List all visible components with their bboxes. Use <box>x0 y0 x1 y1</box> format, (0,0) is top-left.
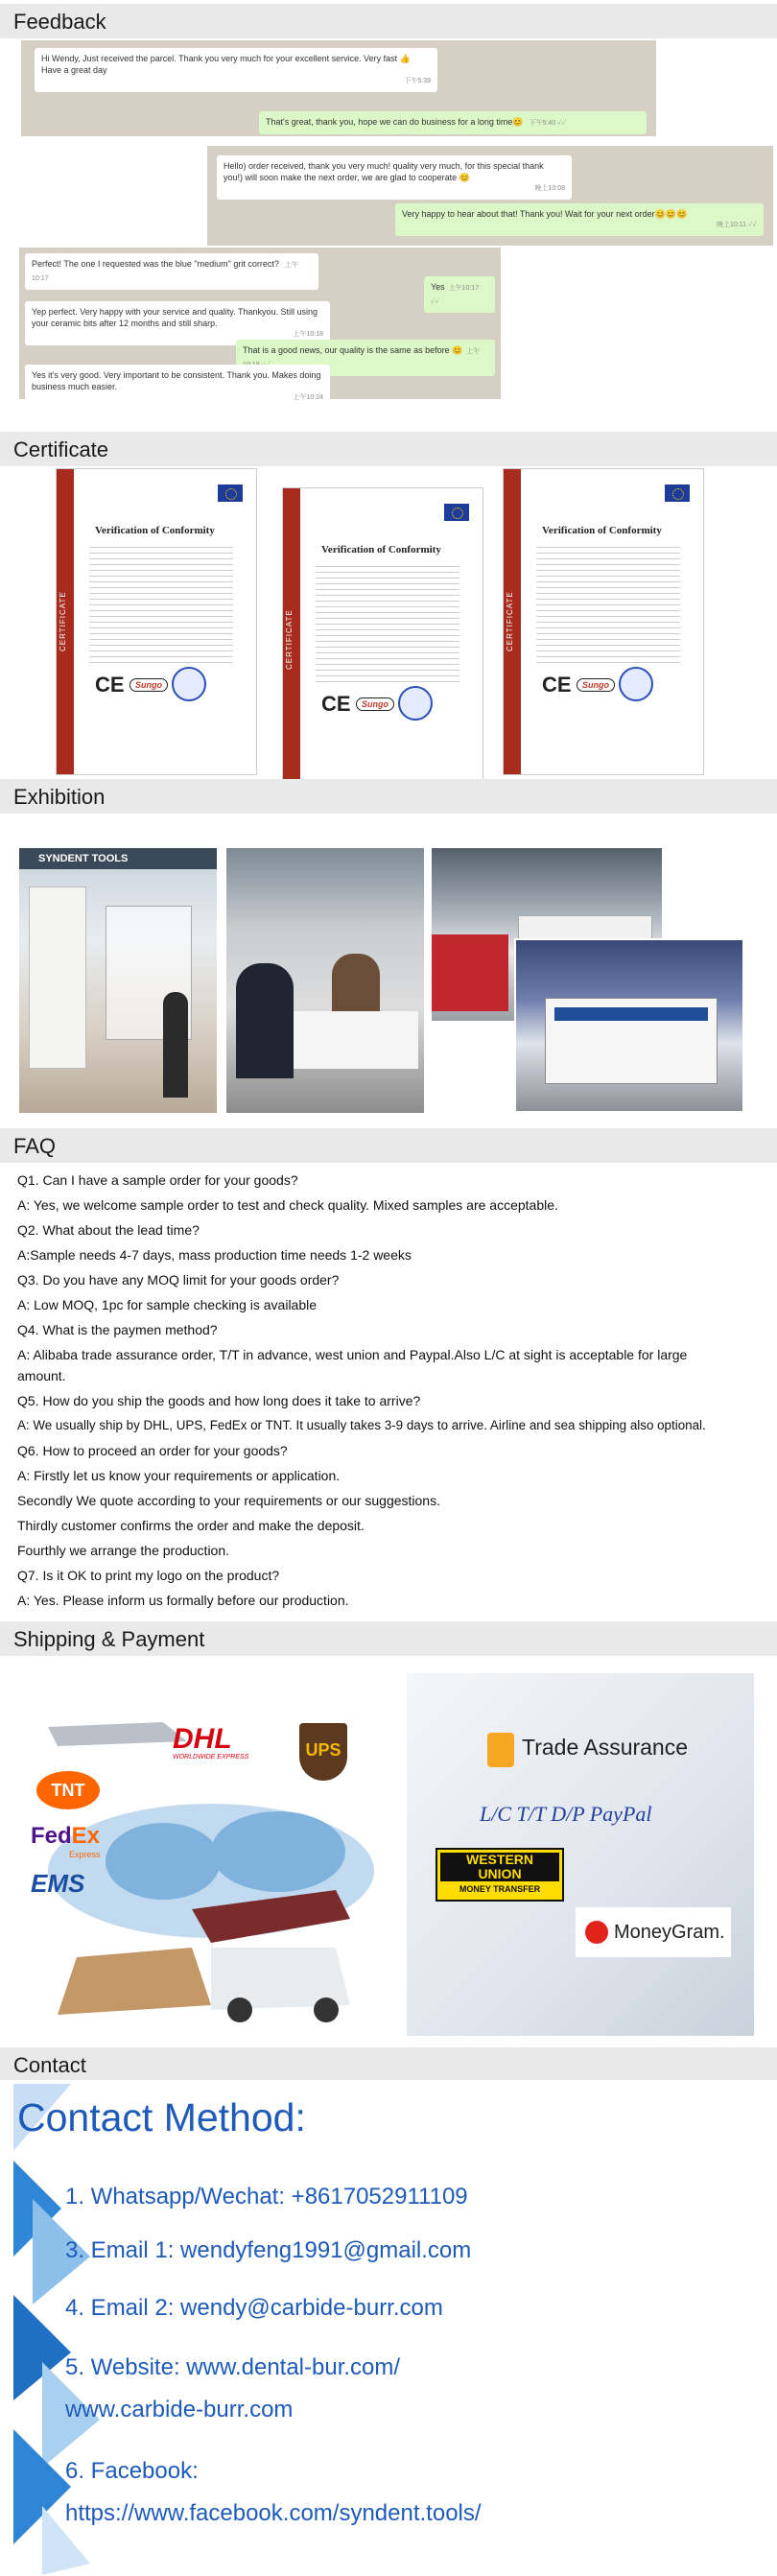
ems-logo: EMS <box>31 1869 85 1898</box>
ce-mark: CE <box>542 673 572 697</box>
ce-mark: CE <box>321 692 351 716</box>
chat-screenshot-2 <box>207 146 773 246</box>
faq-line: Q1. Can I have a sample order for your goods? <box>17 1172 298 1188</box>
wu-line1: WESTERN <box>466 1852 533 1867</box>
moneygram-icon <box>585 1921 608 1944</box>
eu-flag-icon <box>218 484 243 502</box>
message-time: 上午10:18 <box>293 331 323 338</box>
fedex-logo <box>31 1823 100 1850</box>
certificate-body-text <box>89 542 233 667</box>
exhibition-photo-stand <box>514 938 744 1113</box>
faq-line: A: Yes. Please inform us formally before our production. <box>17 1593 349 1608</box>
section-title: Exhibition <box>13 785 106 809</box>
moneygram-text: MoneyGram. <box>614 1922 725 1943</box>
fedex-fed-text: Fed <box>31 1823 72 1849</box>
message-time: 上午 <box>466 348 481 355</box>
eu-flag-icon <box>665 484 690 502</box>
band-text: CERTIFICATE <box>506 591 514 652</box>
section-header-shipping <box>0 1621 777 1656</box>
certificate-title: Verification of Conformity <box>95 525 215 536</box>
faq-line: amount. <box>17 1368 66 1383</box>
chat-bubble-incoming <box>25 253 318 290</box>
message-time: 晚上10:08 <box>534 185 565 192</box>
message-time: 下午5:39 <box>404 78 431 84</box>
chat-bubble-incoming <box>25 365 330 409</box>
certificate-title: Verification of Conformity <box>542 525 662 536</box>
sungo-logo: Sungo <box>356 697 394 711</box>
faq-line: Q4. What is the paymen method? <box>17 1322 218 1337</box>
faq-line: Q5. How do you ship the goods and how long does it take to arrive? <box>17 1393 421 1408</box>
ups-logo: UPS <box>299 1723 347 1781</box>
message-time: 晚上10:11 ✓✓ <box>717 222 757 228</box>
shipping-carriers-graphic <box>19 1669 399 2034</box>
message-text: Yep perfect. Very happy with your service and quality. Thankyou. Still using your ceramic bits after 12 months and still sharp. <box>32 307 318 328</box>
wu-line2: UNION <box>478 1866 522 1881</box>
chat-bubble-outgoing <box>395 203 764 236</box>
message-text: Hi Wendy, Just received the parcel. Thank you very much for your excellent service. Very fast 👍 Have a great day <box>41 54 411 75</box>
message-text: That is a good news, our quality is the same as before 😊 <box>243 345 463 355</box>
message-time: 上午10:24 <box>293 394 323 401</box>
band-text: CERTIFICATE <box>285 609 294 671</box>
payment-terms: L/C T/T D/P PayPal <box>480 1802 652 1826</box>
western-union-logo <box>436 1848 564 1902</box>
message-text: Yes it's very good. Very important to be consistent. Thank you. Makes doing business much easier. <box>32 370 321 391</box>
booth-sign-text: SYNDENT TOOLS <box>38 853 129 864</box>
chat-screenshot-3 <box>19 248 501 399</box>
certificate-title: Verification of Conformity <box>321 544 441 555</box>
section-title: Shipping & Payment <box>13 1627 205 1651</box>
contact-website-1[interactable]: 5. Website: www.dental-bur.com/ <box>65 2354 401 2380</box>
section-title: Contact <box>13 2053 86 2077</box>
moneygram-logo <box>576 1907 731 1957</box>
certificate-document <box>56 468 257 775</box>
section-header-certificate <box>0 432 777 466</box>
certificate-band <box>57 469 74 774</box>
faq-line: Q7. Is it OK to print my logo on the product? <box>17 1568 280 1583</box>
booth-sign <box>19 848 217 869</box>
certificate-band <box>283 488 300 792</box>
section-header-exhibition <box>0 779 777 814</box>
message-text: Hello) order received, thank you very much! quality very much, for this special thank you!) will soon make the next order, we are glad to cooperate 😊 <box>224 161 544 182</box>
contact-facebook-link[interactable]: https://www.facebook.com/syndent.tools/ <box>65 2500 482 2526</box>
contact-heading: Contact Method: <box>17 2095 306 2139</box>
message-text: That's great, thank you, hope we can do business for a long time😊 <box>266 117 524 127</box>
message-text: Yes <box>431 282 445 292</box>
certificate-document <box>282 487 483 792</box>
contact-facebook-label: 6. Facebook: <box>65 2458 199 2484</box>
ce-mark: CE <box>95 673 125 697</box>
section-header-faq <box>0 1128 777 1163</box>
seal-icon <box>619 667 653 701</box>
tnt-logo: TNT <box>36 1771 100 1809</box>
section-title: Feedback <box>13 10 106 34</box>
section-header-contact <box>0 2047 777 2080</box>
faq-line: A: Firstly let us know your requirements or application. <box>17 1468 341 1483</box>
fedex-sub: Express <box>69 1850 101 1859</box>
contact-whatsapp[interactable]: 1. Whatsapp/Wechat: +8617052911109 <box>65 2184 468 2210</box>
band-text: CERTIFICATE <box>59 591 67 652</box>
faq-line: Fourthly we arrange the production. <box>17 1543 230 1558</box>
chat-bubble-outgoing <box>259 111 647 134</box>
message-text: Very happy to hear about that! Thank you! Wait for your next order😊😊😊 <box>402 209 688 219</box>
message-time: 上午10:17 <box>32 262 298 282</box>
trade-assurance-label: Trade Assurance <box>522 1735 689 1760</box>
dhl-tagline: WORLDWIDE EXPRESS <box>173 1754 249 1761</box>
contact-website-2[interactable]: www.carbide-burr.com <box>65 2397 294 2422</box>
faq-line: Thirdly customer confirms the order and make the deposit. <box>17 1518 365 1533</box>
faq-line: Secondly We quote according to your requirements or our suggestions. <box>17 1493 440 1508</box>
exhibition-photo-meeting <box>226 848 424 1113</box>
chat-screenshot-1 <box>21 40 656 136</box>
faq-line: A: We usually ship by DHL, UPS, FedEx or TNT. It usually takes 3-9 days to arrive. Airline and sea shipping also optional. <box>17 1418 706 1432</box>
chat-bubble-outgoing <box>424 276 495 313</box>
section-title: Certificate <box>13 437 109 461</box>
faq-line: A:Sample needs 4-7 days, mass production time needs 1-2 weeks <box>17 1247 412 1263</box>
contact-email-2[interactable]: 4. Email 2: wendy@carbide-burr.com <box>65 2295 443 2321</box>
exhibition-photo-booth <box>19 848 217 1113</box>
payment-methods-graphic <box>407 1673 754 2036</box>
fedex-ex-text: Ex <box>71 1823 101 1849</box>
faq-line: A: Alibaba trade assurance order, T/T in advance, west union and Paypal.Also L/C at sight is acceptable for large <box>17 1347 688 1362</box>
message-time: 下午5:40 ✓✓ <box>529 120 567 127</box>
trade-assurance-icon <box>487 1733 514 1767</box>
chat-bubble-incoming <box>35 48 437 92</box>
certificate-body-text <box>316 561 459 686</box>
message-time: 上午10:17 ✓✓ <box>431 285 480 305</box>
chat-bubble-incoming <box>217 155 572 200</box>
sungo-logo: Sungo <box>130 678 168 692</box>
section-header-feedback <box>0 4 777 38</box>
faq-line: Q2. What about the lead time? <box>17 1222 200 1238</box>
sungo-logo: Sungo <box>577 678 615 692</box>
faq-line: Q3. Do you have any MOQ limit for your goods order? <box>17 1272 340 1288</box>
eu-flag-icon <box>444 504 469 521</box>
seal-icon <box>398 686 433 721</box>
contact-panel <box>13 2084 762 2575</box>
faq-line: A: Yes, we welcome sample order to test and check quality. Mixed samples are acceptable. <box>17 1197 558 1213</box>
certificate-document <box>503 468 704 775</box>
certificate-body-text <box>536 542 680 667</box>
seal-icon <box>172 667 206 701</box>
certificate-band <box>504 469 521 774</box>
dhl-logo: DHL <box>173 1723 232 1755</box>
faq-line: A: Low MOQ, 1pc for sample checking is available <box>17 1297 318 1312</box>
faq-line: Q6. How to proceed an order for your goods? <box>17 1443 288 1458</box>
section-title: FAQ <box>13 1134 57 1158</box>
wu-sub: MONEY TRANSFER <box>459 1884 541 1894</box>
contact-email-1[interactable]: 3. Email 1: wendyfeng1991@gmail.com <box>65 2237 472 2263</box>
message-text: Perfect! The one I requested was the blue "medium" grit correct? <box>32 259 279 269</box>
